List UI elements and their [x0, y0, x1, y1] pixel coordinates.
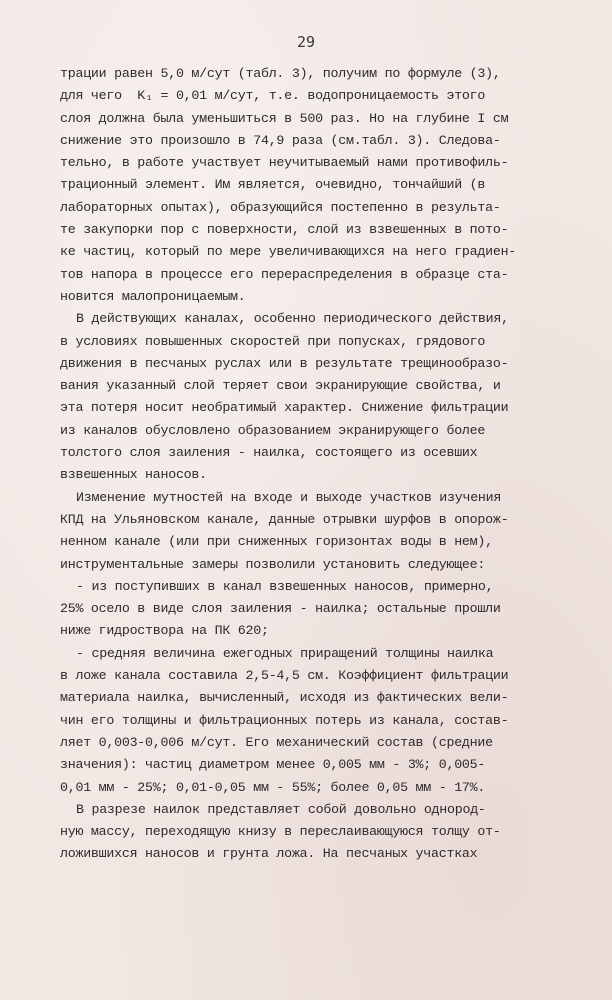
text-line: движения в песчаных руслах или в результате трещинообразо-: [60, 355, 509, 371]
text-line: ложившихся наносов и грунта ложа. На песчаных участках: [60, 846, 478, 862]
text-line: 25% осело в виде слоя заиления - наилка; остальные прошли: [60, 601, 501, 617]
text-line: материала наилка, вычисленный, исходя из фактических вели-: [60, 690, 509, 706]
text-line: из каналов обусловлено образованием экранирующего более: [60, 422, 486, 438]
text-line: ную массу, переходящую книзу в переслаивающуюся толщу от-: [60, 824, 501, 840]
text-line: инструментальные замеры позволили установить следующее:: [60, 556, 486, 572]
text-line: тельно, в работе участвует неучитываемый нами противофиль-: [60, 155, 509, 171]
text-line: для чего K₁ = 0,01 м/сут, т.е. водопроницаемость этого: [60, 88, 486, 104]
text-line: КПД на Ульяновском канале, данные отрывки шурфов в опорож-: [60, 511, 509, 527]
text-line: - средняя величина ежегодных приращений толщины наилка: [76, 645, 494, 661]
text-line: толстого слоя заиления - наилка, состоящего из осевших: [60, 445, 478, 461]
text-line: значения): частиц диаметром менее 0,005 мм - 3%; 0,005-: [60, 757, 486, 773]
text-line: снижение это произошло в 74,9 раза (см.табл. 3). Следова-: [60, 132, 501, 148]
text-line: Изменение мутностей на входе и выходе участков изучения: [76, 489, 502, 505]
text-line: тов напора в процессе его перераспределения в образце ста-: [60, 266, 509, 282]
page-number: 29: [296, 33, 316, 51]
text-line: вания указанный слой теряет свои экранирующие свойства, и: [60, 378, 501, 394]
text-line: трации равен 5,0 м/сут (табл. 3), получим по формуле (3),: [60, 66, 501, 81]
text-line: в условиях повышенных скоростей при попусках, грядового: [60, 333, 486, 349]
text-line: эта потеря носит необратимый характер. Снижение фильтрации: [60, 400, 509, 416]
text-line: трационный элемент. Им является, очевидно, тончайший (в: [60, 177, 486, 193]
text-line: чин его толщины и фильтрационных потерь из канала, состав-: [60, 712, 509, 728]
body-text: [60, 63, 530, 866]
text-line: ке частиц, который по мере увеличивающихся на него градиен-: [60, 244, 517, 260]
text-line: - из поступивших в канал взвешенных наносов, примерно,: [76, 578, 494, 594]
text-line: ненном канале (или при сниженных горизонтах воды в нем),: [60, 534, 493, 550]
text-line: ниже гидроствора на ПК 620;: [60, 623, 269, 639]
text-line: те закупорки пор с поверхности, слой из взвешенных в пото-: [60, 222, 509, 238]
text-line: 0,01 мм - 25%; 0,01-0,05 мм - 55%; более 0,05 мм - 17%.: [60, 779, 486, 795]
text-line: новится малопроницаемым.: [60, 288, 246, 304]
text-line: лабораторных опытах), образующийся постепенно в результа-: [60, 199, 501, 215]
text-line: В разрезе наилок представляет собой довольно однород-: [76, 801, 486, 817]
text-line: слоя должна была уменьшиться в 500 раз. Но на глубине I см: [60, 110, 509, 126]
text-line: в ложе канала составила 2,5-4,5 см. Коэффициент фильтрации: [60, 668, 509, 684]
text-line: В действующих каналах, особенно периодического действия,: [76, 311, 509, 327]
text-line: ляет 0,003-0,006 м/сут. Его механический состав (средние: [60, 734, 493, 750]
text-line: взвешенных наносов.: [60, 467, 207, 483]
